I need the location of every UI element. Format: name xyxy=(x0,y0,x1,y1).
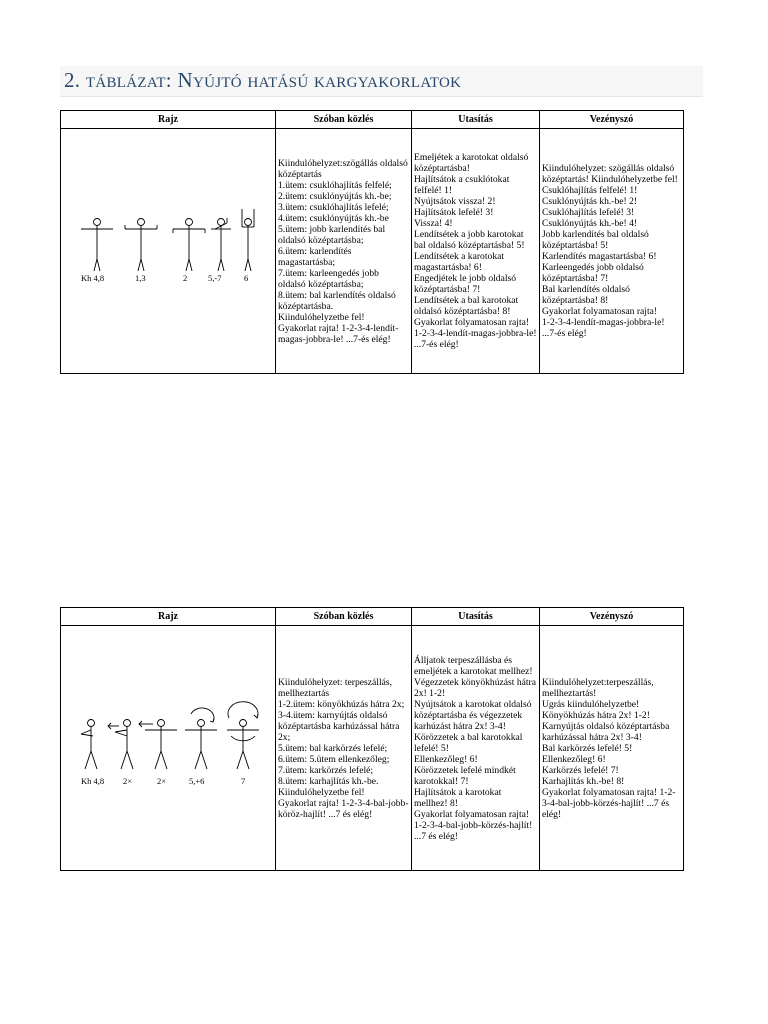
drawing-label: Kh 4,8 xyxy=(81,776,105,786)
exercise-table-2 xyxy=(60,607,684,871)
drawing-label: 5,+6 xyxy=(189,776,205,786)
vezenyszo-text: Kiindulóhelyzet: szögállás oldalsó középtartás! Kiindulóhelyzetbe fel! Csuklóhajlítás felfelé! 1! Csuklónyújtás kh.-be! 2! Csuklóhajlítás lefelé! 3! Csuklónyújtás kh.-be! 4! Jobb karlendítés bal oldalsó középtartásba! 5! Karlendítés magastartásba! 6! Karleengedés jobb oldalsó középtartásba! 7! Bal karlendítés oldalsó középtartásba! 8! Gyakorlat folyamatosan rajta! 1-2-3-4-lendít-magas-jobbra-le! ...7-és elég! xyxy=(540,129,684,374)
drawing-label: Kh 4,8 xyxy=(81,273,105,283)
stick-figures-svg xyxy=(61,626,275,870)
stick-figure xyxy=(185,708,217,769)
drawing-label: 7 xyxy=(241,776,246,786)
table-row xyxy=(61,129,684,374)
stick-figure-drawing xyxy=(61,129,276,374)
drawing-label: 2 xyxy=(183,273,188,283)
stick-figure-drawing xyxy=(61,626,276,871)
vezenyszo-text: Kiindulóhelyzet:terpeszállás, mellheztartás! Ugrás kiindulóhelyzetbe! Könyökhúzás hátra 2x! 1-2! Karnyújtás oldalsó középtartásba karhúzással hátra 2x! 3-4! Bal karkörzés lefelé! 5! Ellenkezőleg! 6! Karkörzés lefelé! 7! Karhajlítás kh.-be! 8! Gyakorlat folyamatosan rajta! 1-2-3-4-bal-jobb-körzés-hajlít! ...7 és elég! xyxy=(540,626,684,871)
page-title: 2. táblázat: Nyújtó hatású kargyakorlatok xyxy=(64,68,462,92)
stick-figure xyxy=(108,720,133,770)
header-utasitas: Utasítás xyxy=(412,111,540,129)
utasitas-text: Emeljétek a karotokat oldalsó középtartásba! Hajlítsátok a csuklótokat felfelé! 1! Nyújtsátok vissza! 2! Hajlítsátok lefelé! 3! Vissza! 4! Lendítsétek a jobb karotokat bal oldalsó középtartásba! 5! Lendítsétek a karotokat magastartásba! 6! Engedjétek le jobb oldalsó középtartásba! 7! Lendítsétek a bal karotokat oldalsó középtartásba! 8! Gyakorlat folyamatosan rajta! 1-2-3-4-lendít-magas-jobbra-le! ...7-és elég! xyxy=(412,129,540,374)
stick-figure xyxy=(173,219,205,272)
drawing-label: 6 xyxy=(244,273,249,283)
stick-figure xyxy=(81,219,113,272)
header-szoban: Szóban közlés xyxy=(276,111,412,129)
szoban-kozles-text: Kiindulóhelyzet:szögállás oldalsó középtartás 1.ütem: csuklóhajlítás felfelé; 2.ütem: csuklónyújtás kh.-be; 3.ütem: csuklóhajlítás lefelé; 4.ütem: csuklónyújtás kh.-be 5.ütem: jobb karlendítés bal oldalsó középtartásba; 6.ütem: karlendítés magastartásba; 7.ütem: karleengedés jobb oldalsó középtartásba; 8.ütem: bal karlendítés oldalsó középtartásba. Kiindulóhelyzetbe fel! Gyakorlat rajta! 1-2-3-4-lendít-magas-jobbra-le! ...7-és elég! xyxy=(276,129,412,374)
stick-figure xyxy=(242,209,254,271)
header-vezenyszo: Vezényszó xyxy=(540,111,684,129)
stick-figure xyxy=(81,720,97,770)
exercise-table-1 xyxy=(60,110,684,374)
stick-figure xyxy=(227,702,259,769)
szoban-kozles-text: Kiindulóhelyzet: terpeszállás, mellheztartás 1-2.ütem: könyökhúzás hátra 2x; 3-4.ütem: karnyújtás oldalsó középtartásba karhúzással hátra 2x; 5.ütem: bal karkörzés lefelé; 6.ütem: 5.ütem ellenkezőleg; 7.ütem: karkörzés lefelé; 8.ütem: karhajlítás kh.-be. Kiindulóhelyzetbe fel! Gyakorlat rajta! 1-2-3-4-bal-jobb-köröz-hajlít! ...7 és elég! xyxy=(276,626,412,871)
drawing-label: 2× xyxy=(157,776,167,786)
header-utasitas: Utasítás xyxy=(412,608,540,626)
stick-figure xyxy=(139,720,177,770)
header-rajz: Rajz xyxy=(61,111,276,129)
drawing-label: 1,3 xyxy=(135,273,146,283)
header-rajz: Rajz xyxy=(61,608,276,626)
header-row xyxy=(61,111,684,129)
header-vezenyszo: Vezényszó xyxy=(540,608,684,626)
table-row xyxy=(61,626,684,871)
header-row xyxy=(61,608,684,626)
drawing-label: 5,-7 xyxy=(208,273,222,283)
header-szoban: Szóban közlés xyxy=(276,608,412,626)
stick-figure xyxy=(125,219,157,272)
utasitas-text: Álljatok terpeszállásba és emeljétek a karotokat mellhez! Végezzetek könyökhúzást hátra 2x! 1-2! Nyújtsátok a karotokat oldalsó középtartásba és végezzetek karhúzást hátra 2x! 3-4! Körözzetek a bal karotokkal lefelé! 5! Ellenkezőleg! 6! Körözzetek lefelé mindkét karotokkal! 7! Hajlítsátok a karotokat mellhez! 8! Gyakorlat folyamatosan rajta! 1-2-3-4-bal-jobb-körzés-hajlít! ...7 és elég! xyxy=(412,626,540,871)
drawing-label: 2× xyxy=(123,776,133,786)
stick-figures-svg xyxy=(61,129,275,373)
stick-figure xyxy=(211,218,231,271)
